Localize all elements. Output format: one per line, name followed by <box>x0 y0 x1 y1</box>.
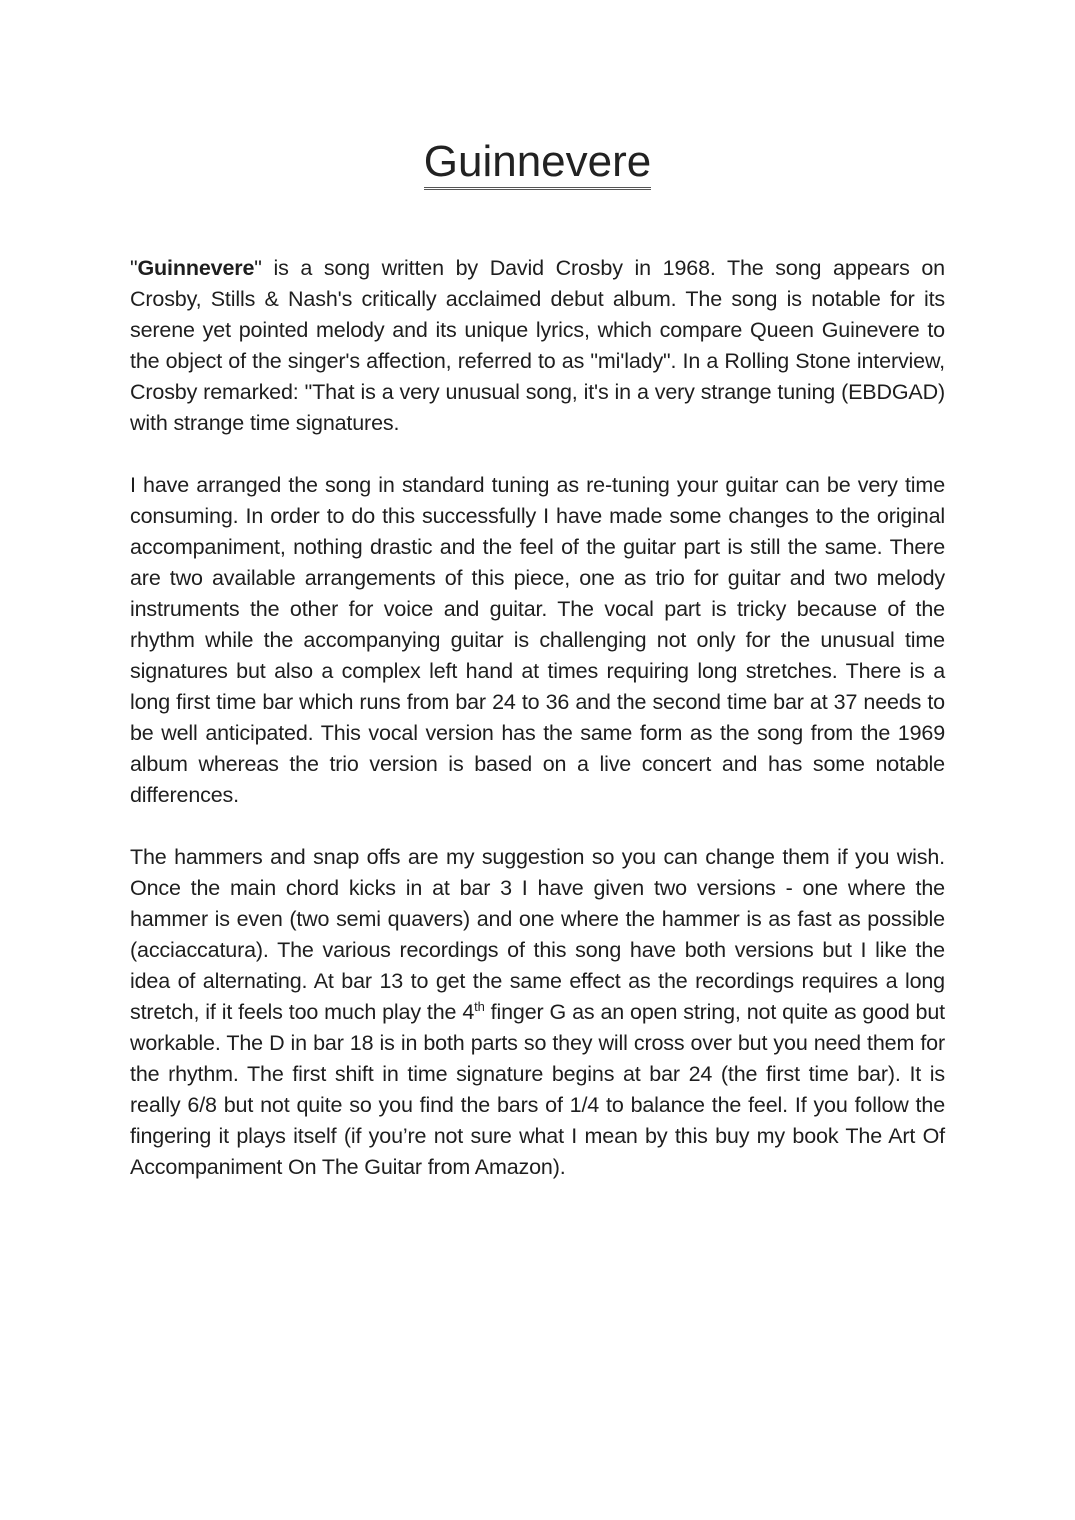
paragraph-arrangement: I have arranged the song in standard tuning as re-tuning your guitar can be very time consuming. In order to do this successfully I have made some changes to the original accompaniment, nothing drastic and the feel of the guitar part is still the same. There are two available arrangements of this piece, one as trio for guitar and two melody instruments the other for voice and guitar. The vocal part is tricky because of the rhythm while the accompanying guitar is challenging not only for the unusual time signatures but also a complex left hand at times requiring long stretches. There is a long first time bar which runs from bar 24 to 36 and the second time bar at 37 needs to be well anticipated. This vocal version has the same form as the song from the 1969 album whereas the trio version is based on a live concert and has some notable differences. <box>130 473 945 807</box>
paragraph-technique-text-after: finger G as an open string, not quite as good but workable. The D in bar 18 is in both parts so they will cross over but you need them for the rhythm. The first shift in time signature begins at bar 24 (the first time bar). It is really 6/8 but not quite so you find the bars of 1/4 to balance the feel. If you follow the fingering it plays itself (if you’re not sure what I mean by this buy my book The Art Of Accompaniment On The Guitar from Amazon). <box>130 1000 945 1179</box>
document-body <box>130 253 945 1214</box>
paragraph-intro-text: " is a song written by David Crosby in 1968. The song appears on Crosby, Stills & Nash's critically acclaimed debut album. The song is notable for its serene yet pointed melody and its unique lyrics, which compare Queen Guinevere to the object of the singer's affection, referred to as "mi'lady". In a Rolling Stone interview, Crosby remarked: "That is a very unusual song, it's in a very strange tuning (EBDGAD) with strange time signatures. <box>130 256 945 435</box>
paragraph-technique-text-before: The hammers and snap offs are my suggestion so you can change them if you wish. Once the main chord kicks in at bar 3 I have given two versions - one where the hammer is even (two semi quavers) and one where the hammer is as fast as possible (acciaccatura). The various recordings of this song have both versions but I like the idea of alternating. At bar 13 to get the same effect as the recordings requires a long stretch, if it feels too much play the 4 <box>130 845 945 1024</box>
document-title <box>0 132 1075 192</box>
document-title-text: Guinnevere <box>424 137 651 190</box>
paragraph-technique <box>130 842 945 1183</box>
song-title-bold: Guinnevere <box>137 256 255 280</box>
ordinal-superscript: th <box>474 998 485 1014</box>
paragraph-intro <box>130 253 945 439</box>
open-quote: " <box>130 256 138 280</box>
